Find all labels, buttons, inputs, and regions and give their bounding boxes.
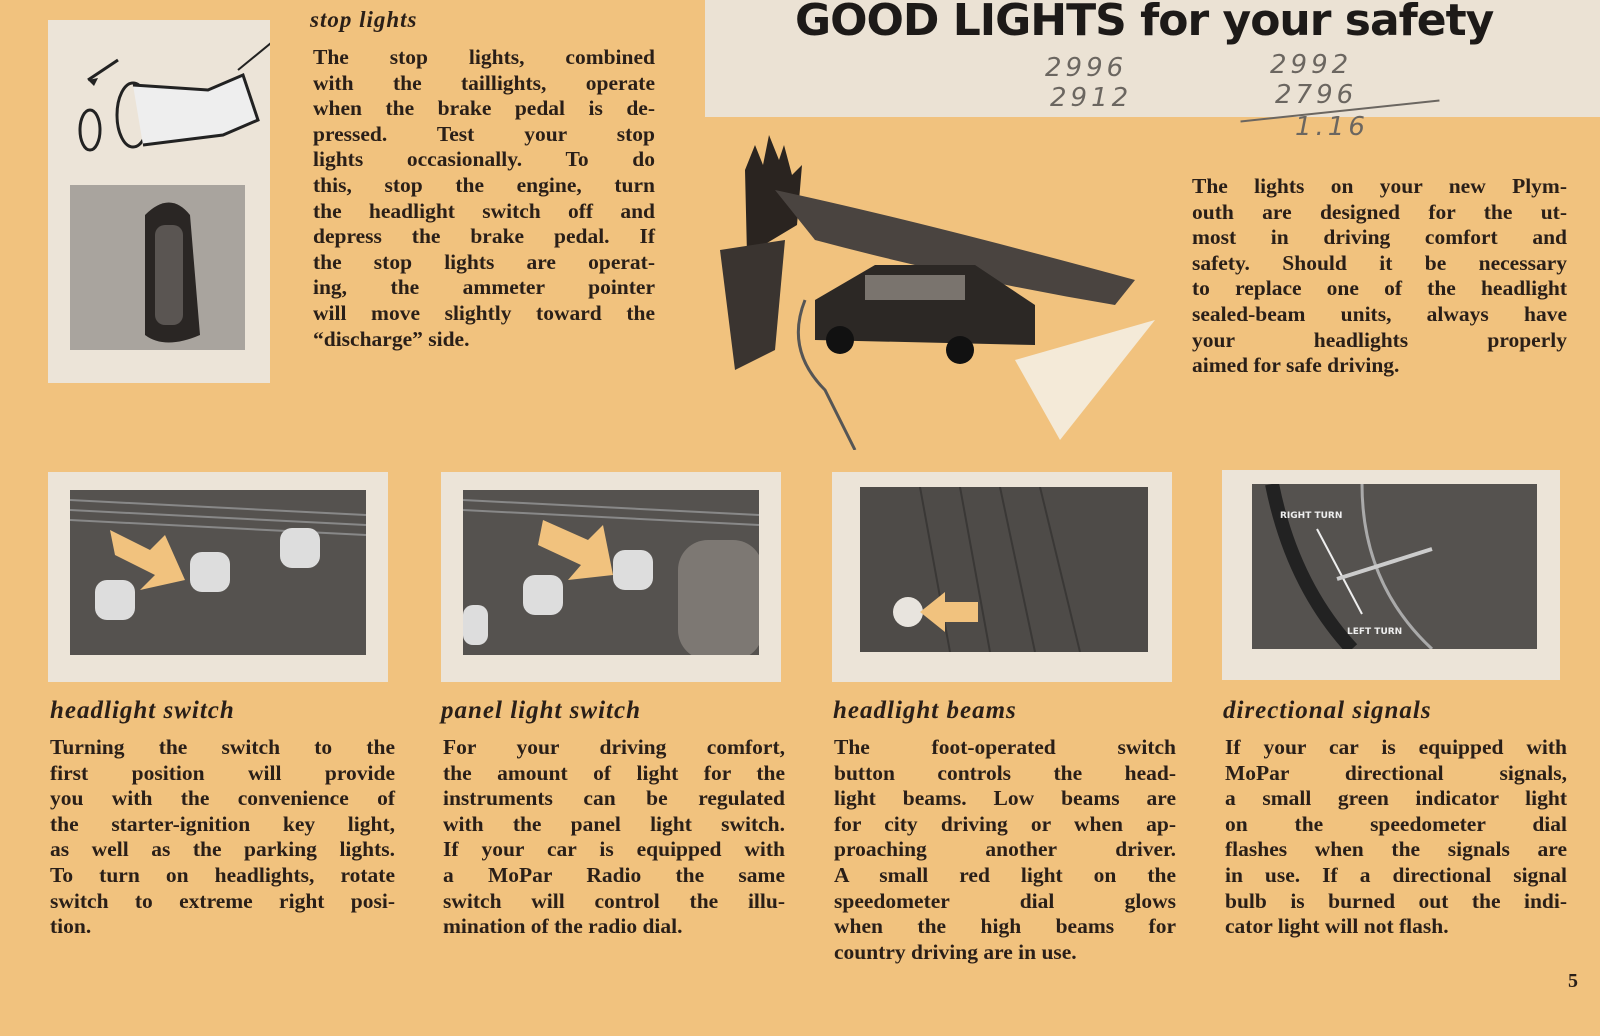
text-line: depress the brake pedal. If xyxy=(313,224,655,249)
text-line: the headlight switch off and xyxy=(313,198,655,223)
text-line: for city driving or when ap- xyxy=(834,811,1176,836)
text-line: lights occasionally. To do xyxy=(313,147,655,172)
text-line: The lights on your new Plym- xyxy=(1192,174,1567,198)
text-line: The stop lights, combined xyxy=(313,45,655,69)
car-illustration xyxy=(715,130,1165,450)
text-line: most in driving comfort and xyxy=(1192,225,1567,250)
directional-signals-photo xyxy=(1222,470,1560,680)
text-line: The foot-operated switch xyxy=(834,735,1176,759)
text-line: For your driving comfort, xyxy=(443,735,785,759)
text-line: with the taillights, operate xyxy=(313,70,655,95)
text-line: when the brake pedal is de- xyxy=(313,96,655,121)
right-turn-label: RIGHT TURN xyxy=(1280,511,1343,521)
text-line: switch to extreme right posi- xyxy=(50,888,395,913)
text-line: with the panel light switch. xyxy=(443,811,785,836)
intro-text xyxy=(1192,174,1567,379)
handwritten-note: 2912 xyxy=(1050,83,1133,113)
stop-light-illustration xyxy=(48,20,270,383)
text-line: first position will provide xyxy=(50,760,395,785)
text-line: mination of the radio dial. xyxy=(443,914,683,939)
text-line: in use. If a directional signal xyxy=(1225,862,1567,887)
handwritten-note: 2996 xyxy=(1045,53,1128,83)
text-line: “discharge” side. xyxy=(313,326,470,351)
section-heading: panel light switch xyxy=(441,697,641,724)
section-text xyxy=(1225,735,1567,940)
taillight-photo xyxy=(70,185,245,350)
text-line: country driving are in use. xyxy=(834,939,1077,964)
text-line: on the speedometer dial xyxy=(1225,811,1567,836)
text-line: If your car is equipped with xyxy=(443,837,785,862)
text-line: as well as the parking lights. xyxy=(50,837,395,862)
stop-lights-heading: stop lights xyxy=(310,7,418,32)
text-line: tion. xyxy=(50,914,92,939)
text-line: safety. Should it be necessary xyxy=(1192,250,1567,275)
text-line: switch will control the illu- xyxy=(443,888,785,913)
section-heading: headlight beams xyxy=(833,697,1017,724)
stop-lights-text xyxy=(313,45,655,352)
text-line: instruments can be regulated xyxy=(443,786,785,811)
headlight-beams-photo xyxy=(832,472,1172,682)
text-line: a MoPar Radio the same xyxy=(443,862,785,887)
text-line: a small green indicator light xyxy=(1225,786,1567,811)
text-line: your headlights properly xyxy=(1192,327,1567,352)
text-line: cator light will not flash. xyxy=(1225,914,1449,939)
text-line: To turn on headlights, rotate xyxy=(50,862,395,887)
page-title: GOOD LIGHTS for your safety xyxy=(795,0,1494,46)
left-turn-label: LEFT TURN xyxy=(1347,627,1403,637)
section-heading: directional signals xyxy=(1223,697,1432,724)
text-line: light beams. Low beams are xyxy=(834,786,1176,811)
text-line: to replace one of the headlight xyxy=(1192,276,1567,301)
headlight-switch-photo xyxy=(48,472,388,682)
section-text xyxy=(443,735,785,940)
text-line: ing, the ammeter pointer xyxy=(313,275,655,300)
text-line: pressed. Test your stop xyxy=(313,121,655,146)
text-line: MoPar directional signals, xyxy=(1225,760,1567,785)
text-line: when the high beams for xyxy=(834,914,1176,939)
text-line: this, stop the engine, turn xyxy=(313,172,655,197)
section-text xyxy=(834,735,1176,965)
arrow-icon xyxy=(538,520,613,580)
section-heading: headlight switch xyxy=(50,697,235,724)
page-number: 5 xyxy=(1568,970,1578,992)
text-line: flashes when the signals are xyxy=(1225,837,1567,862)
brake-pedal-icon xyxy=(48,20,270,190)
handwritten-note: 2992 xyxy=(1270,50,1353,80)
handwritten-note: 2796 xyxy=(1275,80,1358,110)
text-line: sealed-beam units, always have xyxy=(1192,301,1567,326)
section-text xyxy=(50,735,395,940)
panel-light-switch-photo xyxy=(441,472,781,682)
text-line: button controls the head- xyxy=(834,760,1176,785)
text-line: you with the convenience of xyxy=(50,786,395,811)
text-line: outh are designed for the ut- xyxy=(1192,199,1567,224)
text-line: A small red light on the xyxy=(834,862,1176,887)
text-line: the starter-ignition key light, xyxy=(50,811,395,836)
text-line: Turning the switch to the xyxy=(50,735,395,759)
handwritten-note: 1.16 xyxy=(1295,112,1369,142)
text-line: proaching another driver. xyxy=(834,837,1176,862)
text-line: speedometer dial glows xyxy=(834,888,1176,913)
text-line: the stop lights are operat- xyxy=(313,249,655,274)
arrow-icon xyxy=(920,592,978,632)
text-line: will move slightly toward the xyxy=(313,300,655,325)
text-line: If your car is equipped with xyxy=(1225,735,1567,759)
text-line: aimed for safe driving. xyxy=(1192,353,1400,378)
text-line: bulb is burned out the indi- xyxy=(1225,888,1567,913)
text-line: the amount of light for the xyxy=(443,760,785,785)
